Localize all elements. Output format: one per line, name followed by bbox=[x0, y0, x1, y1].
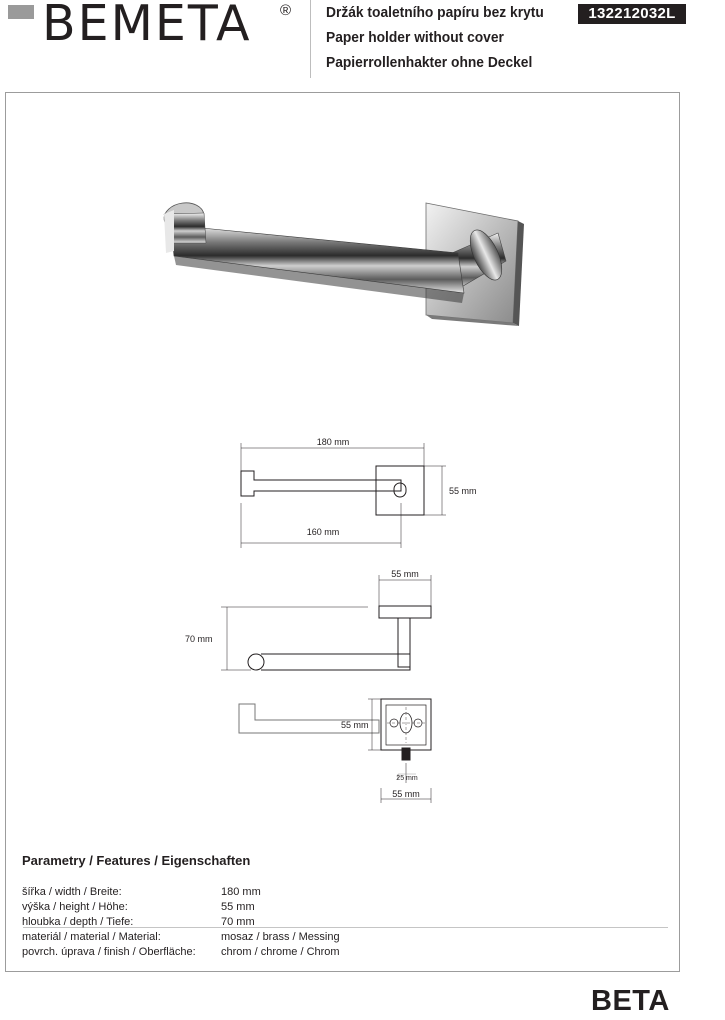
product-drawing bbox=[6, 93, 681, 973]
product-photo bbox=[162, 200, 524, 326]
title-czech: Držák toaletního papíru bez krytu bbox=[326, 4, 544, 21]
dim-bar-length: 160 mm bbox=[306, 527, 340, 537]
params-list bbox=[22, 885, 340, 960]
param-row bbox=[22, 915, 340, 930]
brand-logo bbox=[8, 2, 308, 50]
logo-square-icon bbox=[8, 5, 34, 19]
param-label: povrch. úprava / finish / Oberfläche: bbox=[22, 946, 196, 958]
param-value: 55 mm bbox=[221, 901, 255, 913]
product-titles bbox=[326, 0, 563, 75]
title-english: Paper holder without cover bbox=[326, 29, 504, 46]
registered-mark: ® bbox=[280, 2, 292, 19]
param-value: mosaz / brass / Messing bbox=[221, 931, 340, 943]
dim-base-width: 55 mm bbox=[391, 569, 419, 579]
title-german: Papierrollenhakter ohne Deckel bbox=[326, 54, 533, 71]
param-value: chrom / chrome / Chrom bbox=[221, 946, 340, 958]
front-view-drawing bbox=[239, 699, 431, 803]
series-name: BETA bbox=[591, 985, 670, 1017]
param-row bbox=[22, 885, 340, 900]
params-title: Parametry / Features / Eigenschaften bbox=[22, 853, 251, 868]
top-view-drawing bbox=[241, 443, 446, 548]
param-row bbox=[22, 900, 340, 915]
dim-side-height: 55 mm bbox=[449, 486, 477, 496]
dim-screw-depth: 25 mm bbox=[396, 775, 418, 782]
product-sheet-frame bbox=[5, 92, 680, 972]
param-label: šířka / width / Breite: bbox=[22, 886, 122, 898]
side-view-drawing bbox=[221, 575, 431, 670]
param-label: výška / height / Höhe: bbox=[22, 901, 128, 913]
param-value: 180 mm bbox=[221, 886, 261, 898]
brand-name: BEMETA bbox=[42, 0, 252, 52]
param-row bbox=[22, 930, 340, 945]
dim-front-width: 55 mm bbox=[392, 789, 420, 799]
dim-front-height: 55 mm bbox=[341, 720, 369, 730]
param-label: hloubka / depth / Tiefe: bbox=[22, 916, 134, 928]
dim-top-width: 180 mm bbox=[316, 437, 350, 447]
param-value: 70 mm bbox=[221, 916, 255, 928]
param-row bbox=[22, 945, 340, 960]
dim-depth: 70 mm bbox=[185, 634, 213, 644]
product-code: 132212032L bbox=[578, 4, 686, 24]
param-label: materiál / material / Material: bbox=[22, 931, 161, 943]
header-divider bbox=[310, 0, 311, 78]
